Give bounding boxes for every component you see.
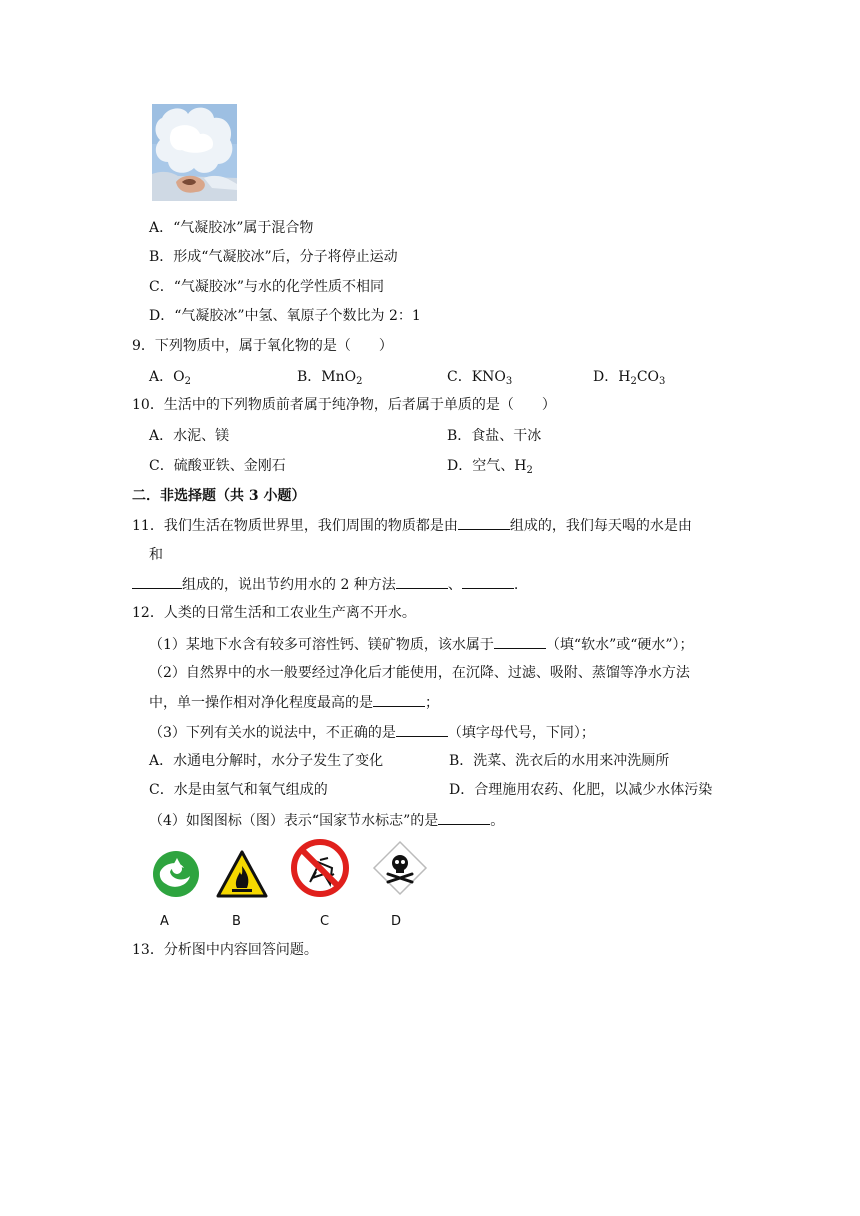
section-heading: 二．非选择题（共 3 小题） xyxy=(132,488,306,504)
sign-label-d: D xyxy=(391,914,402,929)
q12-sub2-line1: （2）自然界中的水一般要经过净化后才能使用，在沉降、过滤、吸附、蒸馏等净水方法 xyxy=(149,665,690,681)
q11-line3: 组成的，说出节约用水的 2 种方法 、 . xyxy=(132,574,518,595)
aerogel-ice-photo xyxy=(152,104,237,201)
q9-stem: 9．下列物质中，属于氧化物的是（ ） xyxy=(132,338,393,354)
q12-option-b: B．洗菜、洗衣后的水用来冲洗厕所 xyxy=(449,753,670,769)
q12-sub2-line2: 中，单一操作相对净化程度最高的是 ； xyxy=(149,692,439,713)
q9-option-a: A．$O_2$ xyxy=(149,369,191,387)
q11-line2: 和 xyxy=(149,547,163,563)
q12-sub4: （4）如图图标（图）表示“国家节水标志”的是 。 xyxy=(149,810,504,831)
q8-option-a: A．“气凝胶冰”属于混合物 xyxy=(149,220,314,236)
q8-option-c: C．“气凝胶冰”与水的化学性质不相同 xyxy=(149,279,385,295)
toxic-hazard-sign-icon xyxy=(370,838,430,908)
answer-blank[interactable] xyxy=(132,574,182,589)
q11-line1: 11．我们生活在物质世界里，我们周围的物质都是由 组成的，我们每天喝的水是由 xyxy=(132,515,692,536)
q8-option-d: D．“气凝胶冰”中氢、氧原子个数比为 2：1 xyxy=(149,308,421,324)
q12-sub1: （1）某地下水含有较多可溶性钙、镁矿物质，该水属于 （填“软水”或“硬水”）； xyxy=(149,634,694,655)
q9-option-c: C．$KNO_3$ xyxy=(447,369,513,387)
q10-option-d: D．空气、$H_2$ xyxy=(447,458,533,476)
answer-blank[interactable] xyxy=(458,515,510,530)
q10-stem: 10．生活中的下列物质前者属于纯净物，后者属于单质的是（ ） xyxy=(132,397,556,413)
sign-figure xyxy=(148,838,410,930)
q12-option-a: A．水通电分解时，水分子发生了变化 xyxy=(149,753,384,769)
q10-option-b: B．食盐、干冰 xyxy=(447,428,542,444)
sign-label-c: C xyxy=(320,914,330,929)
answer-blank[interactable] xyxy=(396,574,448,589)
q9-option-d: D．$H_2CO_3$ xyxy=(593,369,666,387)
q12-option-d: D．合理施用农药、化肥，以减少水体污染 xyxy=(449,782,713,798)
q10-option-c: C．硫酸亚铁、金刚石 xyxy=(149,458,286,474)
answer-blank[interactable] xyxy=(494,634,546,649)
sign-label-a: A xyxy=(160,914,169,929)
flammable-warning-icon xyxy=(214,838,270,908)
sign-label-b: B xyxy=(232,914,241,929)
q10-option-a: A．水泥、镁 xyxy=(149,428,230,444)
q9-option-b: B．MnO$_2$ xyxy=(297,369,363,387)
q8-option-b: B．形成“气凝胶冰”后，分子将停止运动 xyxy=(149,249,398,265)
q12-stem: 12．人类的日常生活和工农业生产离不开水。 xyxy=(132,605,416,621)
answer-blank[interactable] xyxy=(373,692,425,707)
no-fireworks-sign-icon xyxy=(290,838,350,908)
q13-stem: 13．分析图中内容回答问题。 xyxy=(132,942,318,958)
water-saving-sign-icon xyxy=(150,838,202,908)
answer-blank[interactable] xyxy=(438,810,490,825)
answer-blank[interactable] xyxy=(462,574,514,589)
q12-option-c: C．水是由氢气和氧气组成的 xyxy=(149,782,328,798)
q12-sub3: （3）下列有关水的说法中，不正确的是 （填字母代号，下同）； xyxy=(149,722,595,743)
answer-blank[interactable] xyxy=(396,722,448,737)
